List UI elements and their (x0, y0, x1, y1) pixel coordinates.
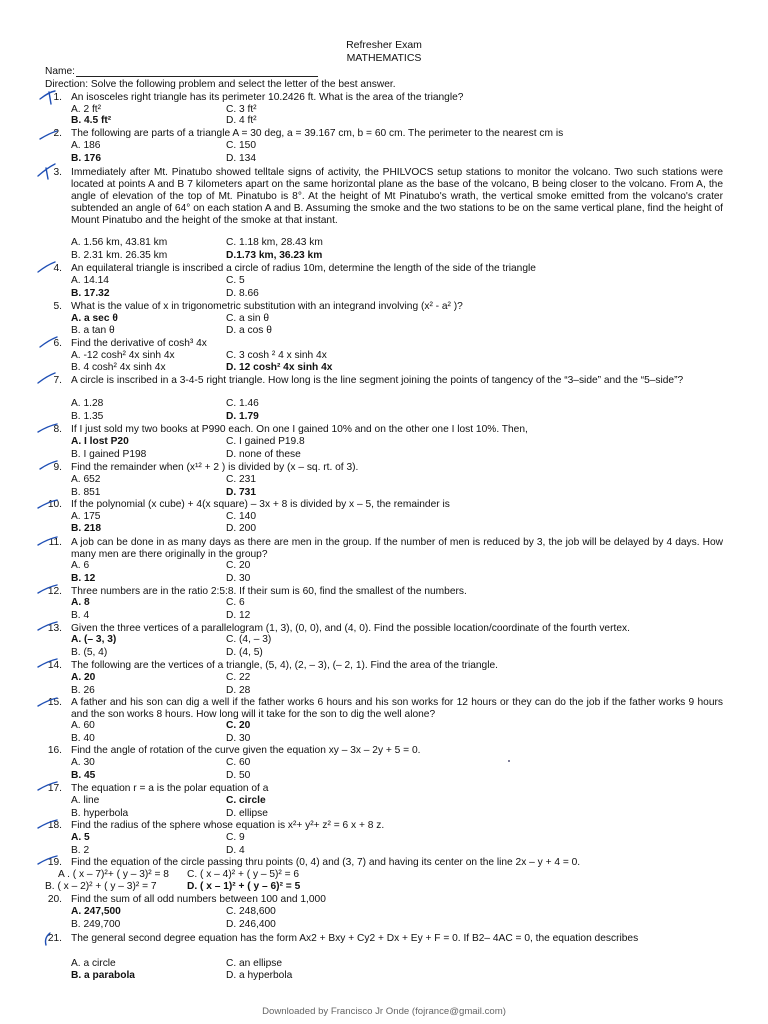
answer-choice-b: B. 4 cosh² 4x sinh 4x (71, 362, 166, 373)
answer-choice-a: A. 5 (71, 832, 90, 843)
answer-choice-b: B. 1.35 (71, 411, 104, 422)
answer-choice-b: B. 249,700 (71, 919, 121, 930)
answer-choice-b: B. 12 (71, 573, 96, 584)
answer-choice-b: B. a tan θ (71, 325, 115, 336)
name-label: Name: (45, 66, 76, 77)
question-text: Three numbers are in the ratio 2:5:8. If their sum is 60, find the smallest of the numbers. (71, 586, 467, 597)
question-text: The following are the vertices of a triangle, (5, 4), (2, – 3), (– 2, 1). Find the area of the triangle. (71, 660, 498, 671)
question-text: If the polynomial (x cube) + 4(x square) – 3x + 8 is divided by x – 5, the remainder is (71, 499, 450, 510)
answer-choice-d: D. 200 (226, 523, 257, 534)
question-number: 21. (47, 933, 62, 944)
answer-choice-d: D. 246,400 (226, 919, 276, 930)
answer-choice-d: D. 4 ft² (226, 115, 257, 126)
answer-choice-b: B. 45 (71, 770, 96, 781)
question-number: 2. (53, 128, 62, 139)
answer-choice-d: D. 12 (226, 610, 251, 621)
answer-choice-d: D. none of these (226, 449, 301, 460)
answer-choice-a: A . ( x – 7)²+ ( y – 3)² = 8 (58, 869, 169, 880)
answer-choice-a: A. (– 3, 3) (71, 634, 117, 645)
answer-choice-a: A. 20 (71, 672, 96, 683)
answer-choice-d: D. ellipse (226, 808, 268, 819)
answer-choice-c: C. 1.46 (226, 398, 259, 409)
question-text: An isosceles right triangle has its perimeter 10.2426 ft. What is the area of the triangle? (71, 92, 464, 103)
check-mark (38, 622, 57, 630)
question-text: An equilateral triangle is inscribed a circle of radius 10m, determine the length of the side of the triangle (71, 263, 536, 274)
question-number: 11. (48, 537, 62, 548)
question-text: Find the angle of rotation of the curve given the equation xy – 3x – 2y + 5 = 0. (71, 745, 421, 756)
question-number: 1. (53, 92, 62, 103)
question-text: Given the three vertices of a parallelogram (1, 3), (0, 0), and (4, 0). Find the possible location/coordinate of the fourth vertex. (71, 623, 630, 634)
question-number: 15. (47, 697, 62, 708)
check-mark (38, 537, 57, 545)
answer-choice-d: D. ( x – 1)² + ( y – 6)² = 5 (187, 881, 301, 892)
answer-choice-a: A. 186 (71, 140, 101, 151)
answer-choice-b: B. 218 (71, 523, 102, 534)
answer-choice-d: D.1.73 km, 36.23 km (226, 250, 323, 261)
question-number: 8. (53, 424, 62, 435)
answer-choice-c: C. 3 ft² (226, 104, 257, 115)
answer-choice-d: D. 1.79 (226, 411, 259, 422)
question-text: The general second degree equation has the form Ax2 + Bxy + Cy2 + Dx + Ey + F = 0. If B2– 4AC = 0, the equation describes (71, 933, 639, 944)
question-number: 13. (47, 623, 62, 634)
check-mark (40, 461, 57, 469)
answer-choice-a: A. a circle (71, 958, 116, 969)
question-text: Find the radius of the sphere whose equation is x²+ y²+ z² = 6 x + 8 z. (71, 820, 385, 831)
answer-choice-c: C. 5 (226, 275, 245, 286)
check-mark (38, 698, 57, 706)
question-number: 3. (53, 167, 62, 178)
question-number: 9. (53, 462, 62, 473)
check-mark (38, 782, 57, 790)
answer-choice-d: D. 12 cosh² 4x sinh 4x (226, 362, 333, 373)
answer-choice-b: B. ( x – 2)² + ( y – 3)² = 7 (45, 881, 157, 892)
answer-choice-d: D. 30 (226, 573, 251, 584)
answer-choice-a: A. line (71, 795, 100, 806)
answer-choice-c: C. 6 (226, 597, 245, 608)
answer-choice-c: C. 9 (226, 832, 245, 843)
answer-choice-d: D. a cos θ (226, 325, 272, 336)
answer-choice-a: A. 14.14 (71, 275, 109, 286)
answer-choice-a: A. 1.56 km, 43.81 km (71, 237, 168, 248)
answer-choice-c: C. 60 (226, 757, 251, 768)
answer-choice-b: B. 4 (71, 610, 90, 621)
question-text: If I just sold my two books at P990 each. On one I gained 10% and on the other one I lost 10%. Then, (71, 424, 528, 435)
answer-choice-a: A. a sec θ (71, 313, 118, 324)
question-number: 6. (53, 338, 62, 349)
answer-choice-c: C. 1.18 km, 28.43 km (226, 237, 323, 248)
answer-choice-c: C. 22 (226, 672, 251, 683)
direction-text: Direction: Solve the following problem and select the letter of the best answer. (45, 79, 396, 90)
check-mark (38, 424, 57, 432)
question-text: A father and his son can dig a well if the father works 6 hours and his son works for 12 hours or they can do the job if the father works 9 hours and the son works 8 hours. How long will it take for the son to dig the well alone? (71, 697, 723, 721)
answer-choice-a: A. 652 (71, 474, 101, 485)
question-number: 7. (53, 375, 62, 386)
answer-choice-d: D. 4 (226, 845, 245, 856)
answer-choice-d: D. (4, 5) (226, 647, 263, 658)
answer-choice-b: B. (5, 4) (71, 647, 108, 658)
answer-choice-d: D. a hyperbola (226, 970, 293, 981)
answer-choice-b: B. 176 (71, 153, 102, 164)
answer-choice-d: D. 50 (226, 770, 251, 781)
question-text: A job can be done in as many days as there are men in the group. If the number of men is reduced by 3, the job will be delayed by 4 days. How many men are there originally in the group? (71, 537, 723, 561)
question-number: 20. (47, 894, 62, 905)
answer-choice-a: A. 60 (71, 720, 95, 731)
answer-choice-c: C. 150 (226, 140, 257, 151)
answer-choice-b: B. 851 (71, 487, 101, 498)
check-mark (38, 373, 55, 383)
answer-choice-b: B. 4.5 ft² (71, 115, 112, 126)
download-footer: Downloaded by Francisco Jr Onde (fojrance@gmail.com) (262, 1006, 506, 1017)
answer-choice-a: A. -12 cosh² 4x sinh 4x (71, 350, 175, 361)
question-number: 18. (47, 820, 62, 831)
check-mark (38, 585, 57, 593)
check-mark (38, 659, 57, 667)
check-mark (38, 820, 57, 828)
answer-choice-c: C. 231 (226, 474, 257, 485)
question-number: 4. (53, 263, 62, 274)
answer-choice-d: D. 134 (226, 153, 257, 164)
check-mark (38, 164, 55, 179)
answer-choice-b: B. I gained P198 (71, 449, 147, 460)
question-number: 5. (53, 301, 62, 312)
question-number: 14. (47, 660, 62, 671)
question-text: Find the remainder when (x¹² + 2 ) is divided by (x – sq. rt. of 3). (71, 462, 359, 473)
answer-choice-c: C. 140 (226, 511, 257, 522)
answer-choice-b: B. 26 (71, 685, 95, 696)
answer-choice-c: C. (4, – 3) (226, 634, 272, 645)
question-text: Find the derivative of cosh³ 4x (71, 338, 207, 349)
answer-choice-c: C. ( x – 4)² + ( y – 5)² = 6 (187, 869, 300, 880)
answer-choice-b: B. 2.31 km. 26.35 km (71, 250, 168, 261)
answer-choice-a: A. I lost P20 (71, 436, 129, 447)
answer-choice-b: B. 17.32 (71, 288, 110, 299)
answer-choice-c: C. circle (226, 795, 266, 806)
question-text: A circle is inscribed in a 3-4-5 right triangle. How long is the line segment joining the points of tangency of the “3–side” and the “5–side”? (71, 375, 684, 386)
answer-choice-c: C. 3 cosh ² 4 x sinh 4x (226, 350, 327, 361)
check-mark (40, 131, 57, 139)
question-number: 12. (47, 586, 62, 597)
answer-choice-a: A. 247,500 (71, 906, 121, 917)
answer-choice-d: D. 731 (226, 487, 257, 498)
answer-choice-a: A. 6 (71, 560, 90, 571)
question-number: 17. (47, 783, 62, 794)
answer-choice-c: C. 20 (226, 720, 251, 731)
answer-choice-a: A. 2 ft² (71, 104, 102, 115)
answer-choice-c: C. 248,600 (226, 906, 276, 917)
answer-choice-a: A. 30 (71, 757, 95, 768)
exam-subject: MATHEMATICS (346, 52, 422, 64)
question-text: Immediately after Mt. Pinatubo showed telltale signs of activity, the PHILVOCS setup stations to monitor the volcano. Two such stations were located at points A and B 7 kilometers apart on the same horizontal plane as the base of the volcano, B being closer to the volcano. From A, the angle of elevation of the top of Mt. Pinatubo is 8°. At the height of Mt Pinatubo's wrath, the vertical smoke emitted from the volcano's crater subtended an angle of 64° on each station A and B. Assuming the smoke and the two stations to be on the same vertical plane, find the height of Mount Pinatubo and the height of the smoke at that instant. (71, 167, 723, 227)
question-text: The following are parts of a triangle A = 30 deg, a = 39.167 cm, b = 60 cm. The perimeter to the nearest cm is (71, 128, 564, 139)
check-mark (46, 933, 51, 945)
question-text: Find the equation of the circle passing thru points (0, 4) and (3, 7) and having its center on the line 2x – y + 4 = 0. (71, 857, 581, 868)
question-number: 10. (47, 499, 62, 510)
check-mark (40, 337, 57, 347)
question-text: The equation r = a is the polar equation of a (71, 783, 269, 794)
exam-title: Refresher Exam (346, 39, 422, 51)
question-number: 16. (47, 745, 62, 756)
answer-choice-d: D. 30 (226, 733, 251, 744)
answer-choice-a: A. 1.28 (71, 398, 104, 409)
check-mark (38, 262, 55, 272)
question-text: Find the sum of all odd numbers between 100 and 1,000 (71, 894, 326, 905)
answer-choice-b: B. a parabola (71, 970, 135, 981)
answer-choice-b: B. 40 (71, 733, 95, 744)
question-text: What is the value of x in trigonometric substitution with an integrand involving (x² - a² )? (71, 301, 463, 312)
check-mark (38, 856, 57, 864)
answer-choice-c: C. I gained P19.8 (226, 436, 305, 447)
question-number: 19. (47, 857, 62, 868)
answer-choice-c: C. an ellipse (226, 958, 283, 969)
answer-choice-b: B. 2 (71, 845, 90, 856)
answer-choice-c: C. 20 (226, 560, 251, 571)
answer-choice-b: B. hyperbola (71, 808, 129, 819)
answer-choice-c: C. a sin θ (226, 313, 270, 324)
answer-choice-d: D. 28 (226, 685, 251, 696)
answer-choice-a: A. 175 (71, 511, 101, 522)
stray-dot (508, 760, 510, 762)
check-mark (38, 500, 57, 508)
answer-choice-d: D. 8.66 (226, 288, 259, 299)
answer-choice-a: A. 8 (71, 597, 90, 608)
check-mark (40, 91, 55, 104)
